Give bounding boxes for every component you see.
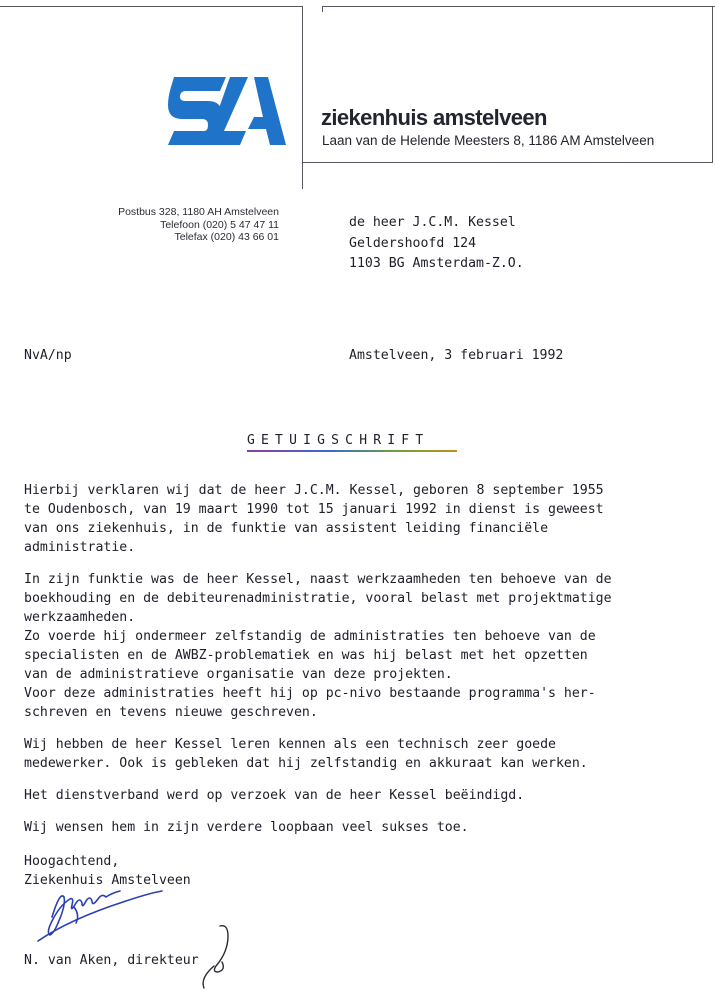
- telefax: Telefax (020) 43 66 01: [174, 231, 279, 243]
- letterhead-frame-right: [712, 6, 713, 163]
- title-underline: [247, 450, 457, 452]
- body-line: boekhouding en de debiteurenadministratie, vooral belast met projektmatige: [24, 591, 612, 606]
- organization-name: ziekenhuis amstelveen: [321, 105, 547, 130]
- body-line: van de administratieve organisatie van deze projekten.: [24, 667, 453, 682]
- body-line: Zo voerde hij ondermeer zelfstandig de administraties ten behoeve van de: [24, 629, 596, 644]
- organization-address: Laan van de Helende Meesters 8, 1186 AM Amstelveen: [322, 133, 655, 148]
- recipient-address: [349, 213, 524, 275]
- recipient-city: 1103 BG Amsterdam-Z.O.: [349, 256, 524, 271]
- letterhead-frame-divider-right: [322, 6, 323, 12]
- contact-block: [118, 206, 279, 244]
- body-line: In zijn funktie was de heer Kessel, naast werkzaamheden ten behoeve van de: [24, 572, 612, 587]
- body-line: Voor deze administraties heeft hij op pc-nivo bestaande programma's her-: [24, 686, 596, 701]
- handwritten-signature: [30, 883, 170, 943]
- letterhead-frame-top-right: [322, 6, 715, 7]
- postal-address: Postbus 328, 1180 AH Amstelveen: [118, 206, 279, 218]
- body-line: specialisten en de AWBZ-problematiek en was hij belast met het opzetten: [24, 648, 588, 663]
- body-line: Hierbij verklaren wij dat de heer J.C.M. Kessel, geboren 8 september 1955: [24, 483, 604, 498]
- letter-date: Amstelveen, 3 februari 1992: [349, 348, 564, 363]
- letterhead-frame-top-left: [0, 6, 303, 7]
- body-line: Het dienstverband werd op verzoek van de heer Kessel beëindigd.: [24, 788, 525, 803]
- body-line: werkzaamheden.: [24, 610, 136, 625]
- body-line: medewerker. Ook is gebleken dat hij zelfstandig en akkuraat kan werken.: [24, 756, 588, 771]
- body-line: Wij wensen hem in zijn verdere loopbaan veel sukses toe.: [24, 820, 469, 835]
- body-line: schreven en tevens nieuwe geschreven.: [24, 705, 318, 720]
- sza-logo: [168, 77, 286, 145]
- body-line: te Oudenbosch, van 19 maart 1990 tot 15 januari 1992 in dienst is geweest: [24, 502, 604, 517]
- body-line: Wij hebben de heer Kessel leren kennen als een technisch zeer goede: [24, 737, 556, 752]
- letter-title: GETUIGSCHRIFT: [247, 433, 430, 448]
- body-line: van ons ziekenhuis, in de funktie van assistent leiding financiële: [24, 521, 549, 536]
- closing-organization: Ziekenhuis Amstelveen: [24, 873, 191, 888]
- closing-salutation: Hoogachtend,: [24, 854, 120, 869]
- signatory-name: N. van Aken, direkteur: [24, 953, 199, 968]
- body-line: administratie.: [24, 540, 136, 555]
- telephone: Telefoon (020) 5 47 47 11: [160, 218, 279, 231]
- recipient-name: de heer J.C.M. Kessel: [349, 215, 516, 230]
- letterhead-frame-bottom: [303, 162, 713, 163]
- handwritten-initials: [196, 922, 241, 992]
- reference-code: NvA/np: [24, 348, 72, 363]
- recipient-street: Geldershoofd 124: [349, 235, 477, 251]
